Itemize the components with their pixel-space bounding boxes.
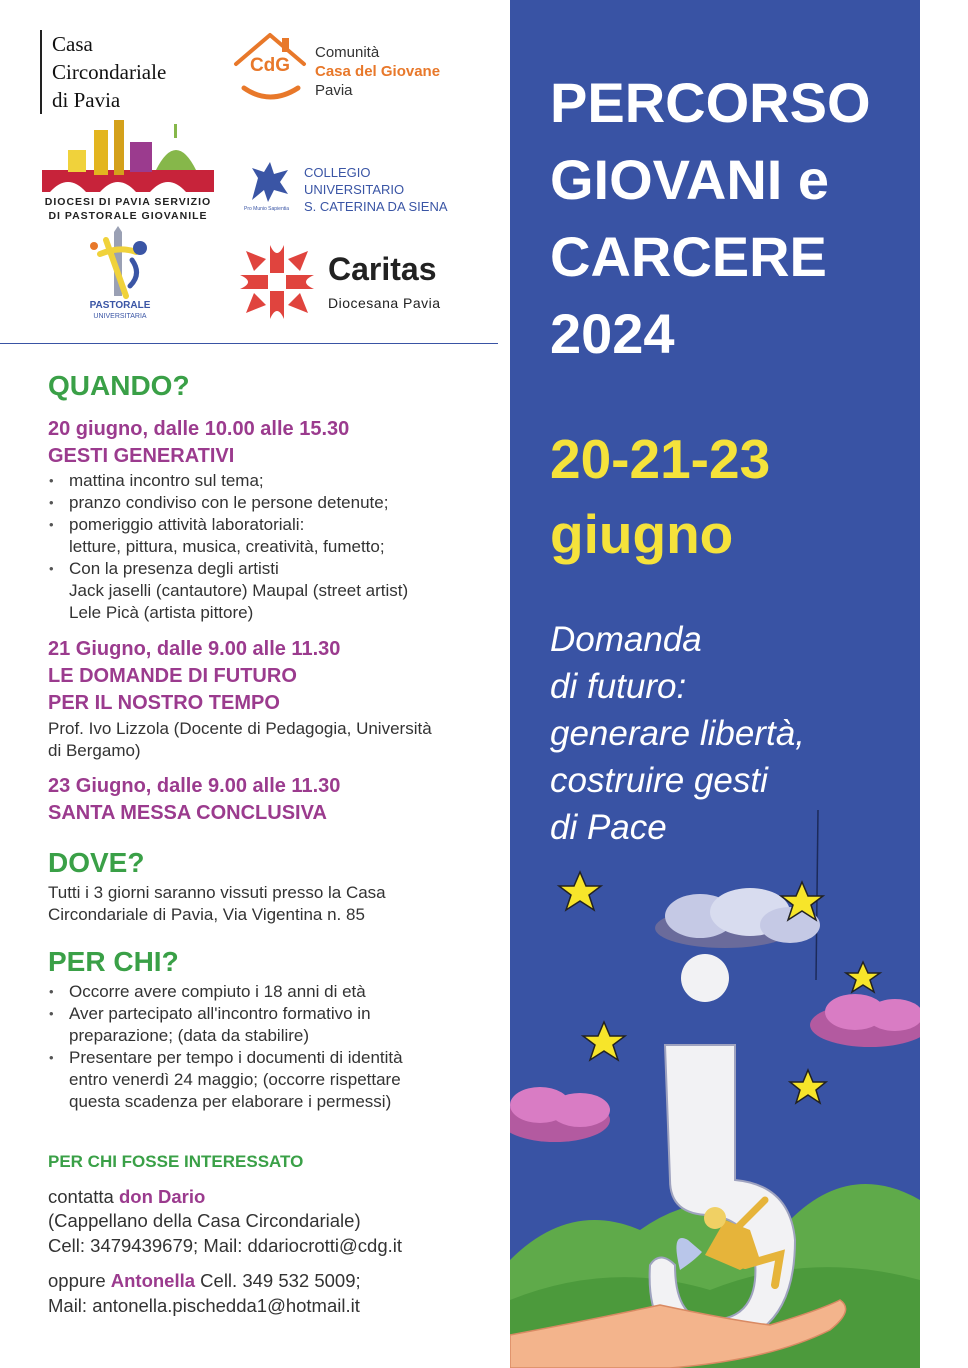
casa-line: di Pavia [52, 88, 121, 112]
hero-dates-line: 20-21-23 [550, 428, 771, 490]
perchi-list [48, 981, 403, 1113]
hero-title-line: CARCERE [550, 225, 827, 288]
pastorale-main: PASTORALE [89, 300, 151, 311]
list-item-text: • Presentare per tempo i documenti di identità [69, 1048, 403, 1067]
list-item [48, 470, 408, 492]
pastorale-sub: UNIVERSITARIA [93, 313, 147, 320]
list-item-text: • Aver partecipato all'incontro formativo in [69, 1004, 371, 1023]
logo-diocesi [38, 120, 218, 230]
collegio-line: COLLEGIO [304, 165, 371, 180]
pastorale-text [80, 300, 160, 322]
list-item-text: letture, pittura, musica, creatività, fumetto; [69, 537, 385, 556]
contact-line [48, 1269, 361, 1292]
hero-subtitle-line: di futuro: [550, 667, 687, 706]
diocesi-city-icon [38, 120, 218, 195]
diocesi-line: DI PASTORALE GIOVANILE [48, 210, 208, 222]
contact-mail[interactable]: Mail: antonella.pischedda1@hotmail.it [48, 1295, 360, 1316]
hero-dates-line: giugno [550, 503, 734, 565]
collegio-text [304, 164, 448, 215]
divider [0, 343, 498, 344]
cdg-house-icon [230, 30, 310, 100]
pastorale-cross-icon [80, 226, 160, 300]
list-item [48, 558, 408, 624]
list-item-text: • pomeriggio attività laboratoriali: [69, 515, 305, 534]
cloud-icon [510, 1087, 610, 1142]
perchi-heading: PER CHI? [48, 946, 179, 977]
day1-list [48, 470, 408, 624]
list-item-text: • Con la presenza degli artisti [69, 559, 279, 578]
list-item [48, 1003, 403, 1047]
dove-text: Circondariale di Pavia, Via Vigentina n. 85 [48, 905, 365, 924]
list-item-text: pranzo condiviso con le persone detenute; [69, 493, 389, 512]
logo-caritas [238, 243, 468, 323]
list-item [48, 492, 408, 514]
list-item-text: Jack jaselli (cantautore) Maupal (street artist) [69, 581, 409, 600]
cdg-line1: Comunità [315, 44, 380, 61]
cdg-badge: CdG [249, 55, 291, 76]
hero-dates [550, 422, 770, 572]
hero-subtitle-line: generare libertà, [550, 714, 805, 753]
logo-cdg [230, 30, 470, 100]
hero-title-line: GIOVANI e [550, 148, 830, 211]
griffin-icon [244, 160, 294, 206]
contact-name: Antonella [110, 1270, 196, 1291]
diocesi-text [38, 195, 218, 223]
day3-date: 23 Giugno, dalle 9.00 alle 11.30 [48, 775, 341, 797]
caritas-name: Caritas [328, 251, 437, 287]
list-item-text: questa scadenza per elaborare i permessi) [69, 1092, 392, 1111]
collegio-line: UNIVERSITARIO [304, 182, 405, 197]
day2-title: PER IL NOSTRO TEMPO [48, 692, 280, 714]
collegio-line: S. CATERINA DA SIENA [304, 199, 448, 214]
contact-prefix: oppure [48, 1270, 111, 1291]
list-item [48, 514, 408, 558]
logo-casa-circondariale [40, 30, 166, 114]
quando-heading: QUANDO? [48, 370, 190, 401]
list-item-text: preparazione; (data da stabilire) [69, 1026, 310, 1045]
contact-heading: PER CHI FOSSE INTERESSATO [48, 1152, 304, 1171]
cloud-icon [810, 994, 920, 1047]
hero-title-line: 2024 [550, 302, 675, 365]
contact-line [48, 1185, 205, 1208]
caritas-sub: Diocesana Pavia [328, 295, 441, 311]
caritas-cross-icon [238, 243, 316, 321]
day3-title: SANTA MESSA CONCLUSIVA [48, 802, 327, 824]
cdg-line2: Casa del Giovane [315, 63, 441, 80]
logo-collegio [244, 160, 494, 220]
contact-prefix: contatta [48, 1186, 119, 1207]
day2-text: Prof. Ivo Lizzola (Docente di Pedagogia, Università [48, 719, 432, 738]
day2-text: di Bergamo) [48, 741, 141, 760]
hero-panel [510, 0, 920, 1368]
cdg-text [315, 43, 440, 100]
list-item-text: Occorre avere compiuto i 18 anni di età [69, 982, 366, 1001]
list-item-text: entro venerdì 24 maggio; (occorre rispettare [69, 1070, 401, 1089]
diocesi-line: DIOCESI DI PAVIA SERVIZIO [44, 196, 212, 208]
day2-date: 21 Giugno, dalle 9.00 alle 11.30 [48, 638, 341, 660]
hero-subtitle-line: costruire gesti [550, 761, 768, 800]
cdg-line3: Pavia [315, 82, 353, 99]
day1-date: 20 giugno, dalle 10.00 alle 15.30 [48, 418, 350, 440]
hero-subtitle-line: Domanda [550, 620, 702, 659]
list-item [48, 981, 403, 1003]
hero-title [550, 64, 871, 372]
day2-title: LE DOMANDE DI FUTURO [48, 665, 297, 687]
question-mark-illustration [510, 800, 920, 1368]
casa-line: Casa [52, 32, 93, 56]
dove-heading: DOVE? [48, 847, 145, 878]
contact-info[interactable]: Cell: 3479439679; Mail: ddariocrotti@cdg.it [48, 1235, 403, 1256]
day1-title: GESTI GENERATIVI [48, 445, 235, 467]
logo-pastorale [80, 226, 160, 326]
hero-title-line: PERCORSO [550, 71, 871, 134]
right-margin [920, 0, 968, 1368]
casa-line: Circondariale [52, 60, 167, 84]
collegio-motto: Pro Munio Sapientia [244, 206, 290, 212]
contact-role: (Cappellano della Casa Circondariale) [48, 1210, 361, 1231]
list-item-text: Lele Picà (artista pittore) [69, 603, 254, 622]
contact-phone[interactable]: Cell. 349 532 5009; [195, 1270, 361, 1291]
list-item-text: mattina incontro sul tema; [69, 471, 264, 490]
dove-text: Tutti i 3 giorni saranno vissuti presso la Casa [48, 883, 386, 902]
list-item [48, 1047, 403, 1113]
contact-name: don Dario [118, 1186, 206, 1207]
hero-subtitle-line: di Pace [550, 808, 667, 847]
